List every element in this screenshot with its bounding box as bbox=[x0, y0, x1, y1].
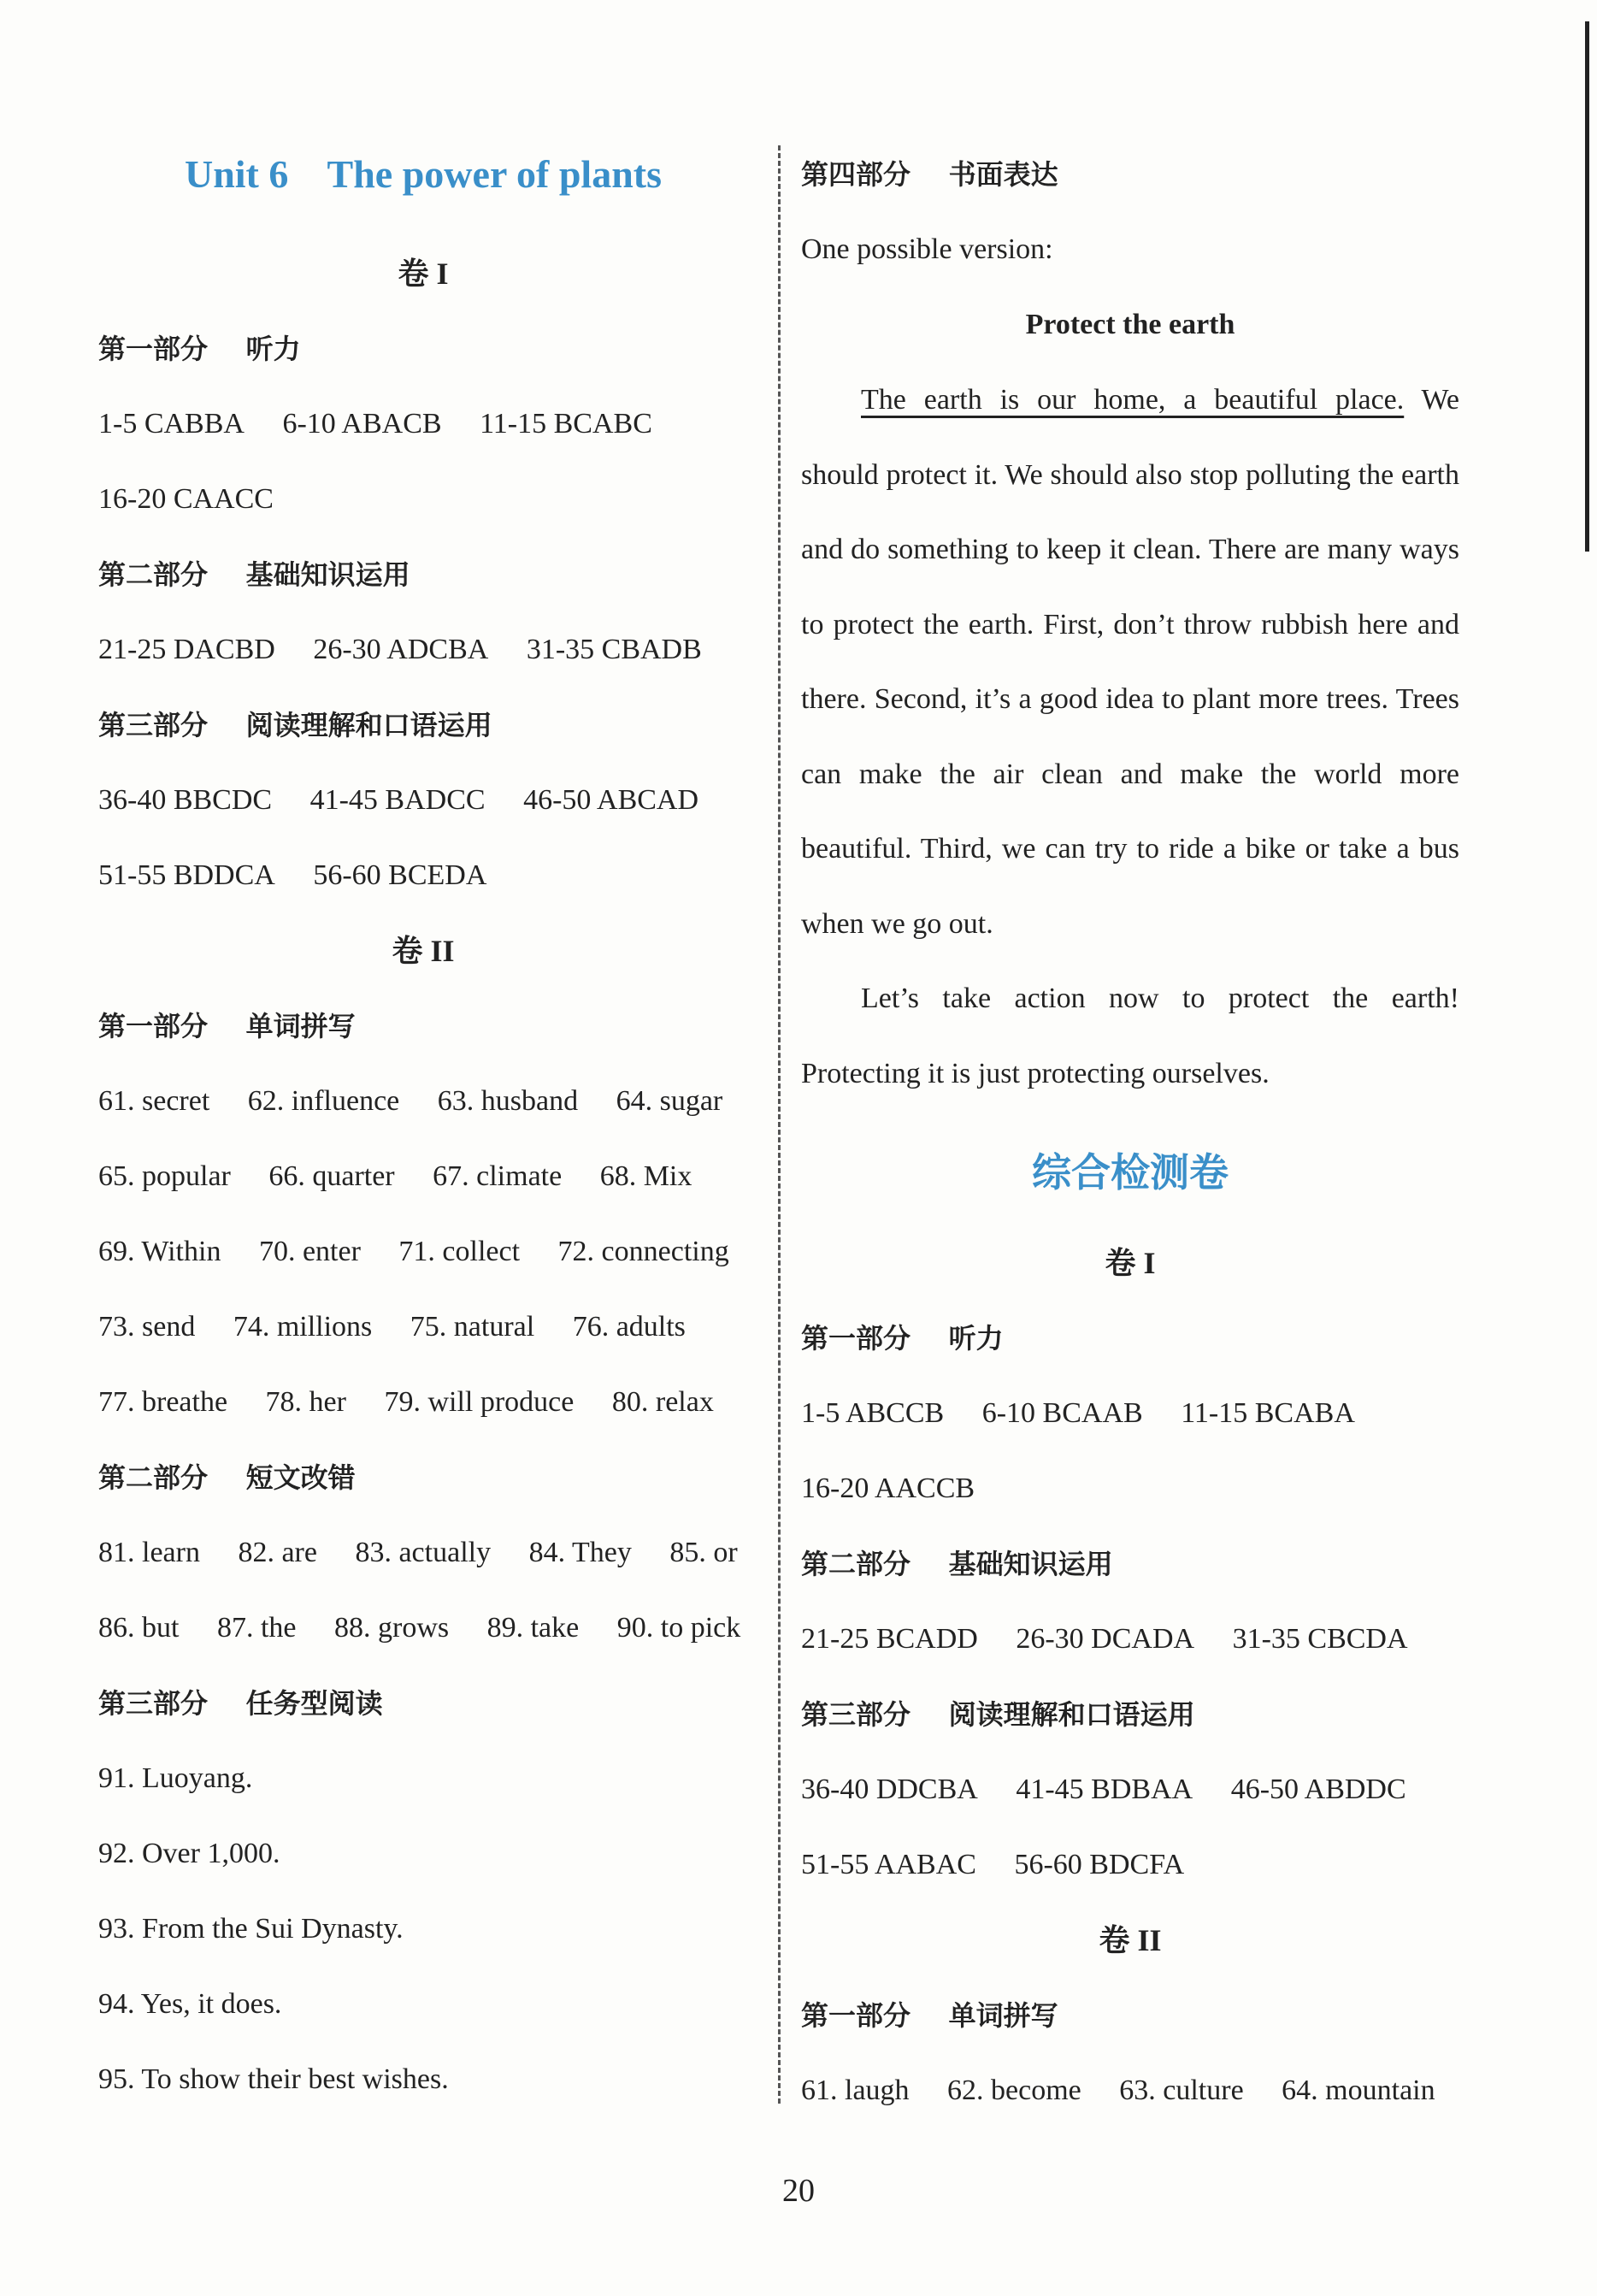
comprehensive-test-title: 综合检测卷 bbox=[1032, 1149, 1229, 1195]
answer-item: 64. sugar bbox=[616, 1085, 723, 1117]
left-column bbox=[98, 137, 748, 2117]
answer-row bbox=[98, 612, 748, 688]
essay-paragraph: Let’s take action now to protect the earth! Protecting it is just protecting ourselves. bbox=[801, 983, 1459, 1089]
answer-item: 46-50 ABDDC bbox=[1230, 1774, 1406, 1805]
answer-item: 77. breathe bbox=[98, 1386, 228, 1418]
answer-item: 82. are bbox=[238, 1537, 317, 1568]
answer-item: 36-40 BBCDC bbox=[98, 784, 273, 816]
answer-item: 63. husband bbox=[437, 1085, 579, 1117]
version-label: One possible version: bbox=[801, 233, 1053, 265]
answer-item: 46-50 ABCAD bbox=[523, 784, 699, 816]
section-task-reading: 第三部分 任务型阅读 bbox=[98, 1687, 383, 1720]
answer-item: 21-25 DACBD bbox=[98, 634, 275, 665]
answer-row bbox=[801, 2053, 1459, 2128]
answer-item: 80. relax bbox=[611, 1386, 714, 1418]
answer-item: 89. take bbox=[486, 1612, 580, 1644]
section-basic-knowledge: 第二部分 基础知识运用 bbox=[801, 1548, 1113, 1580]
answer-item: 79. will produce bbox=[384, 1386, 575, 1418]
answer-row bbox=[98, 763, 748, 838]
answer-item: 31-35 CBADB bbox=[526, 634, 702, 665]
section-spelling: 第一部分 单词拼写 bbox=[98, 1010, 356, 1042]
answer-item: 6-10 ABACB bbox=[282, 408, 442, 440]
answer-item: 84. They bbox=[528, 1537, 632, 1568]
section-reading: 第三部分 阅读理解和口语运用 bbox=[98, 709, 492, 741]
answer-item: 88. grows bbox=[334, 1612, 450, 1644]
answer-item: 86. but bbox=[98, 1612, 180, 1644]
volume-2-heading: 卷 II bbox=[392, 934, 455, 968]
answer-item: 56-60 BCEDA bbox=[313, 859, 487, 891]
task-answer: 93. From the Sui Dynasty. bbox=[98, 1913, 404, 1945]
answer-item: 87. the bbox=[216, 1612, 297, 1644]
answer-row bbox=[801, 1451, 1459, 1526]
column-divider bbox=[778, 145, 781, 2104]
answer-item: 76. adults bbox=[572, 1311, 686, 1343]
answer-item: 36-40 DDCBA bbox=[801, 1774, 978, 1805]
section-writing: 第四部分 书面表达 bbox=[801, 158, 1058, 191]
answer-item: 51-55 AABAC bbox=[801, 1849, 976, 1880]
answer-row bbox=[98, 1515, 748, 1591]
answer-item: 81. learn bbox=[98, 1537, 200, 1568]
answer-row bbox=[98, 1214, 748, 1290]
section-basic-knowledge: 第二部分 基础知识运用 bbox=[98, 558, 410, 591]
answer-item: 83. actually bbox=[355, 1537, 492, 1568]
answer-item: 71. collect bbox=[398, 1236, 521, 1267]
answer-item: 61. laugh bbox=[801, 2075, 910, 2106]
answer-item: 6-10 BCAAB bbox=[981, 1397, 1143, 1429]
essay-title: Protect the earth bbox=[1025, 309, 1235, 340]
unit-title: Unit 6 The power of plants bbox=[184, 152, 663, 196]
answer-item: 16-20 AACCB bbox=[801, 1473, 975, 1504]
essay-topic-sentence: The earth is our home, a beautiful place. bbox=[861, 384, 1405, 416]
answer-row bbox=[801, 1602, 1459, 1677]
section-listening: 第一部分 听力 bbox=[801, 1322, 1004, 1355]
answer-item: 41-45 BDBAA bbox=[1016, 1774, 1193, 1805]
answer-item: 21-25 BCADD bbox=[801, 1623, 978, 1655]
answer-item: 65. popular bbox=[98, 1160, 231, 1192]
answer-item: 11-15 BCABA bbox=[1181, 1397, 1355, 1429]
right-column bbox=[801, 137, 1459, 2128]
essay-paragraph-text: We should protect it. We should also stop polluting the earth and do something to keep it clean. There are many ways to protect the earth. First, don’t throw rubbish here and there. Second, it’s a good idea to plant more trees. Trees can make the air clean and make the world more beautiful. Third, we can try to ride a bike or take a bus when we go out. bbox=[801, 384, 1459, 940]
answer-item: 31-35 CBCDA bbox=[1232, 1623, 1408, 1655]
answer-item: 51-55 BDDCA bbox=[98, 859, 275, 891]
answer-item: 63. culture bbox=[1119, 2075, 1244, 2106]
answer-item: 61. secret bbox=[98, 1085, 210, 1117]
answer-item: 75. natural bbox=[410, 1311, 535, 1343]
answer-item: 64. mountain bbox=[1282, 2075, 1435, 2106]
answer-row bbox=[98, 1064, 748, 1139]
page-edge-line bbox=[1585, 21, 1589, 552]
answer-item: 69. Within bbox=[98, 1236, 221, 1267]
section-listening: 第一部分 听力 bbox=[98, 333, 301, 365]
volume-1-heading: 卷 I bbox=[398, 257, 449, 291]
answer-row bbox=[98, 1365, 748, 1440]
answer-row bbox=[98, 1591, 748, 1666]
answer-item: 11-15 BCABC bbox=[480, 408, 652, 440]
answer-item: 78. her bbox=[265, 1386, 346, 1418]
section-error-correction: 第二部分 短文改错 bbox=[98, 1461, 356, 1494]
page-number: 20 bbox=[782, 2173, 815, 2209]
answer-item: 1-5 CABBA bbox=[98, 408, 245, 440]
answer-item: 67. climate bbox=[433, 1160, 563, 1192]
answer-row bbox=[98, 838, 748, 913]
answer-item: 62. influence bbox=[247, 1085, 400, 1117]
answer-row bbox=[801, 1827, 1459, 1903]
answer-item: 41-45 BADCC bbox=[309, 784, 486, 816]
answer-row bbox=[801, 1752, 1459, 1827]
essay-body bbox=[801, 363, 1459, 1111]
task-answer: 94. Yes, it does. bbox=[98, 1988, 282, 2020]
answer-item: 85. or bbox=[669, 1537, 738, 1568]
answer-row bbox=[98, 462, 748, 537]
answer-row bbox=[801, 1376, 1459, 1451]
answer-item: 70. enter bbox=[258, 1236, 361, 1267]
answer-item: 62. become bbox=[947, 2075, 1081, 2106]
answer-item: 73. send bbox=[98, 1311, 196, 1343]
answer-item: 74. millions bbox=[233, 1311, 373, 1343]
answer-item: 1-5 ABCCB bbox=[801, 1397, 945, 1429]
essay-paragraph bbox=[801, 363, 1459, 961]
task-answer: 95. To show their best wishes. bbox=[98, 2063, 449, 2095]
volume-1-heading: 卷 I bbox=[1105, 1246, 1156, 1280]
section-spelling: 第一部分 单词拼写 bbox=[801, 1999, 1058, 2032]
answer-row bbox=[98, 1139, 748, 1214]
answer-item: 68. Mix bbox=[599, 1160, 692, 1192]
answer-item: 26-30 DCADA bbox=[1016, 1623, 1195, 1655]
answer-item: 26-30 ADCBA bbox=[313, 634, 489, 665]
answer-item: 90. to pick bbox=[616, 1612, 741, 1644]
answer-item: 56-60 BDCFA bbox=[1014, 1849, 1185, 1880]
answer-item: 66. quarter bbox=[268, 1160, 395, 1192]
task-answer: 92. Over 1,000. bbox=[98, 1838, 280, 1869]
section-reading: 第三部分 阅读理解和口语运用 bbox=[801, 1698, 1195, 1731]
answer-row bbox=[98, 387, 748, 462]
answer-row bbox=[98, 1290, 748, 1365]
volume-2-heading: 卷 II bbox=[1099, 1923, 1162, 1957]
answer-item: 16-20 CAACC bbox=[98, 483, 274, 515]
answer-item: 72. connecting bbox=[557, 1236, 729, 1267]
task-answer: 91. Luoyang. bbox=[98, 1762, 253, 1794]
